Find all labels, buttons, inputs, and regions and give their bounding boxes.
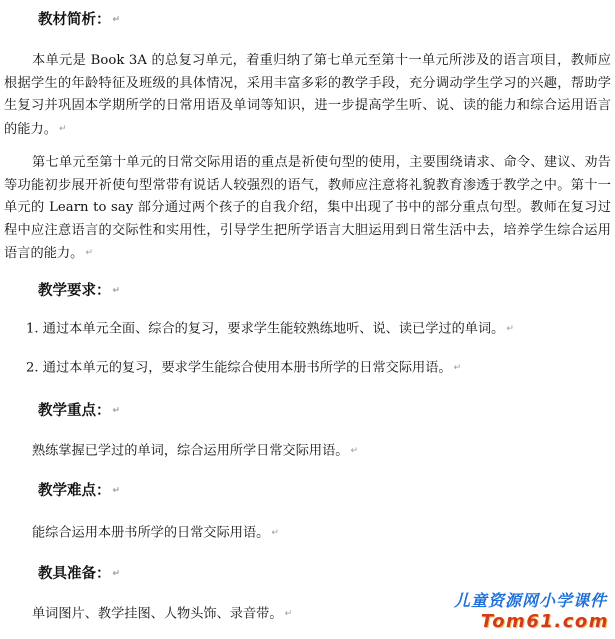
heading-difficulties bbox=[38, 481, 120, 501]
difficulties-text-line bbox=[32, 523, 279, 544]
overview-paragraph-1-text: 本单元是 Book 3A 的总复习单元，着重归纳了第七单元至第十一单元所涉及的语言项目，教师应根据学生的年龄特征及班级的具体情况，采用丰富多彩的教学手段，充分调动学生学习的兴趣，帮助学生复习并巩固本学期所学的日常用语及单词等知识，进一步提高学生听、说、读的能力和综合运用语言的能力。 bbox=[4, 53, 611, 137]
paragraph-mark-icon: ↵ bbox=[112, 406, 121, 416]
paragraph-mark-icon: ↵ bbox=[58, 123, 67, 134]
key-points-text: 熟练掌握已学过的单词，综合运用所学日常交际用语。 bbox=[32, 443, 349, 459]
paragraph-mark-icon: ↵ bbox=[85, 248, 94, 258]
materials-text-line bbox=[32, 604, 292, 625]
heading-overview-text: 教材简析： bbox=[38, 12, 111, 28]
heading-requirements-text: 教学要求： bbox=[38, 283, 111, 299]
heading-key-points-text: 教学重点： bbox=[38, 403, 111, 419]
heading-materials-text: 教具准备： bbox=[38, 566, 111, 582]
paragraph-mark-icon: ↵ bbox=[112, 569, 121, 579]
key-points-text-line bbox=[32, 441, 358, 462]
watermark-top-text: 儿童资源网小学课件 bbox=[453, 591, 607, 610]
requirement-item-2-text: 2. 通过本单元的复习，要求学生能综合使用本册书所学的日常交际用语。 bbox=[26, 360, 452, 376]
requirement-item-2 bbox=[26, 358, 461, 379]
difficulties-text: 能综合运用本册书所学的日常交际用语。 bbox=[32, 525, 270, 541]
paragraph-mark-icon: ↵ bbox=[271, 528, 279, 538]
paragraph-mark-icon: ↵ bbox=[350, 446, 359, 456]
heading-requirements bbox=[38, 281, 120, 301]
overview-paragraph-2 bbox=[4, 152, 611, 265]
heading-materials bbox=[38, 564, 120, 584]
overview-paragraph-1 bbox=[4, 50, 611, 141]
paragraph-mark-icon: ↵ bbox=[284, 609, 293, 619]
site-watermark-logo bbox=[413, 591, 613, 637]
paragraph-mark-icon: ↵ bbox=[112, 15, 121, 25]
paragraph-mark-icon: ↵ bbox=[506, 324, 514, 334]
heading-overview bbox=[38, 10, 120, 30]
materials-text: 单词图片、教学挂图、人物头饰、录音带。 bbox=[32, 606, 283, 622]
requirement-item-1 bbox=[26, 319, 514, 340]
requirement-item-1-text: 1. 通过本单元全面、综合的复习，要求学生能较熟练地听、说、读已学过的单词。 bbox=[26, 321, 505, 337]
watermark-bottom-text: Tom61.com bbox=[480, 611, 609, 632]
heading-difficulties-text: 教学难点： bbox=[38, 483, 111, 499]
paragraph-mark-icon: ↵ bbox=[453, 363, 462, 373]
paragraph-mark-icon: ↵ bbox=[112, 486, 121, 496]
paragraph-mark-icon: ↵ bbox=[112, 286, 121, 296]
overview-paragraph-2-text: 第七单元至第十单元的日常交际用语的重点是祈使句型的使用，主要围绕请求、命令、建议、劝告等功能初步展开祈使句型常带有说话人较强烈的语气，教师应注意将礼貌教育渗透于教学之中。第十一单元的 Learn to say 部分通过两个孩子的自我介绍，集中出现了书中的部分重点句型。教师在复习过程中应注意语言的交际性和实用性，引导学生把所学语言大胆运用到日常生活中去，培养学生综合运用语言的能力。 bbox=[4, 155, 611, 261]
heading-key-points bbox=[38, 401, 120, 421]
